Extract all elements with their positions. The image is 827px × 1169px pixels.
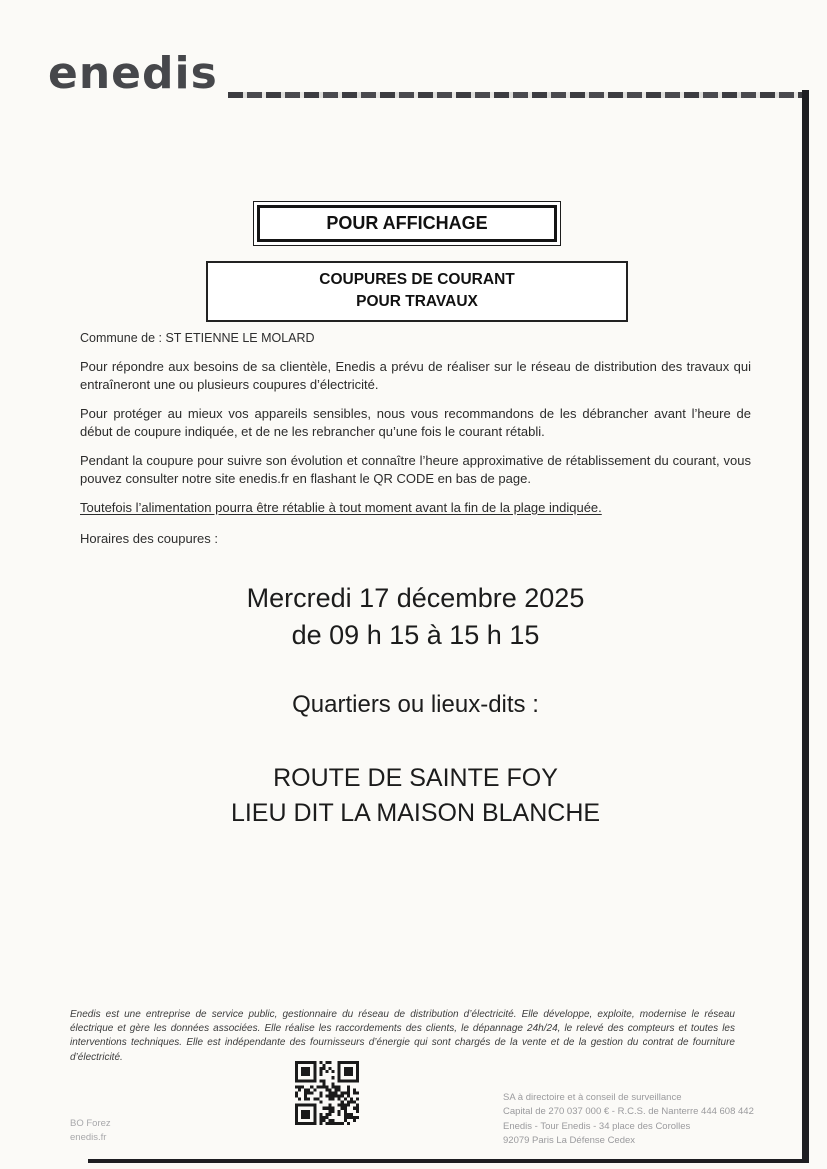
notice-body xyxy=(80,331,751,831)
outage-schedule xyxy=(80,580,751,656)
enedis-logo: enedis xyxy=(48,48,218,99)
legal-text: Enedis est une entreprise de service public, gestionnaire du réseau de distribution d’électricité. Elle développe, exploite, modernise le réseau électrique et gère les données associées. Elle réalise les raccordements des clients, le dépannage 24h/24, le relevé des compteurs et toutes les interventions techniques. Elle est indépendante des fournisseurs d’énergie qui sont chargés de la vente et de la gestion du contrat de fourniture d’électricité. xyxy=(70,1009,735,1063)
qr-code xyxy=(295,1061,359,1125)
location-item: LIEU DIT LA MAISON BLANCHE xyxy=(230,799,601,828)
footer-left-block xyxy=(70,1117,111,1146)
coupures-box xyxy=(206,261,628,322)
pour-affichage-title: POUR AFFICHAGE xyxy=(257,205,557,242)
scan-artifact-bottom-edge xyxy=(88,1159,809,1163)
company-info-block xyxy=(503,1091,754,1148)
footer-region: BO Forez xyxy=(70,1118,111,1129)
horaires-label: Horaires des coupures : xyxy=(80,530,219,546)
scan-artifact-right-edge xyxy=(802,90,809,1163)
locations-list xyxy=(80,761,751,831)
coupures-title-line1: COUPURES DE COURANT xyxy=(319,271,515,288)
outage-time: de 09 h 15 à 15 h 15 xyxy=(291,620,540,651)
company-line: SA à directoire et à conseil de surveillance xyxy=(503,1092,682,1103)
quartiers-label: Quartiers ou lieux-dits : xyxy=(292,691,539,719)
pour-affichage-box xyxy=(253,201,561,246)
paragraph-3: Pendant la coupure pour suivre son évolution et connaître l’heure approximative de rétablissement du courant, vous pouvez consulter notre site enedis.fr en flashant le QR CODE en bas de page. xyxy=(80,452,751,486)
paragraph-1: Pour répondre aux besoins de sa clientèle, Enedis a prévu de réaliser sur le réseau de distribution des travaux qui entraîneront une ou plusieurs coupures d’électricité. xyxy=(80,359,751,392)
header-dashed-rule xyxy=(228,92,805,98)
commune-line: Commune de : ST ETIENNE LE MOLARD xyxy=(80,331,315,345)
footer-website: enedis.fr xyxy=(70,1132,107,1144)
outage-date: Mercredi 17 décembre 2025 xyxy=(246,582,585,613)
company-line: Capital de 270 037 000 € - R.C.S. de Nanterre 444 608 442 xyxy=(503,1106,754,1118)
paragraph-2: Pour protéger au mieux vos appareils sensibles, nous vous recommandons de les débrancher avant l’heure de début de coupure indiquée, et de ne les rebrancher qu’une fois le courant rétabli. xyxy=(80,405,751,439)
location-item: ROUTE DE SAINTE FOY xyxy=(273,764,558,793)
coupures-title-line2: POUR TRAVAUX xyxy=(356,293,478,311)
paragraph-4-underlined: Toutefois l’alimentation pourra être rétablie à tout moment avant la fin de la plage indiquée. xyxy=(80,499,602,515)
company-line: 92079 Paris La Défense Cedex xyxy=(503,1134,636,1146)
company-line: Enedis - Tour Enedis - 34 place des Corolles xyxy=(503,1120,691,1132)
